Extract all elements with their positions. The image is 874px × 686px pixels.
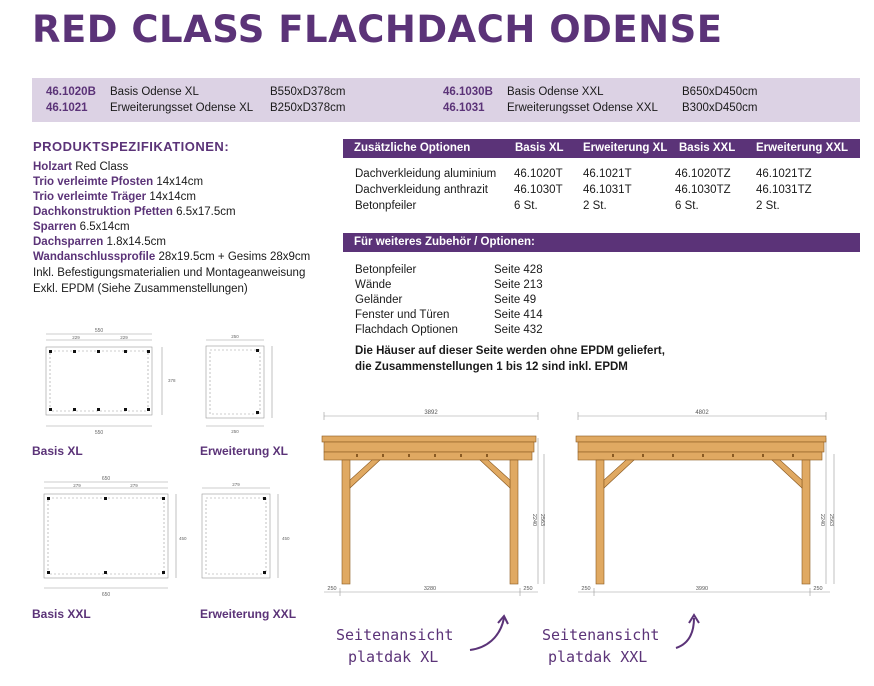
accessories-heading: Für weiteres Zubehör / Optionen: xyxy=(354,236,535,248)
spec-line xyxy=(33,221,130,233)
option-name: Dachverkleidung aluminium xyxy=(355,168,497,180)
product-dims: B250xD378cm xyxy=(270,102,346,114)
plan-dim: 250 xyxy=(231,429,239,434)
elevation-xxl xyxy=(572,408,836,604)
caption-xxl-line2: platdak XXL xyxy=(548,648,648,666)
product-code: 46.1031 xyxy=(443,102,485,114)
plan-dim: 279 xyxy=(73,483,81,488)
options-col-header: Erweiterung XL xyxy=(583,142,668,154)
spec-line xyxy=(33,191,196,203)
plan-erweiterung-xl xyxy=(198,334,278,434)
plan-label: Erweiterung XXL xyxy=(200,607,297,621)
page-title: RED CLASS FLACHDACH ODENSE xyxy=(32,8,723,51)
spec-label: Sparren xyxy=(33,221,77,233)
options-col-header: Zusätzliche Optionen xyxy=(354,142,471,154)
spec-line xyxy=(33,236,166,248)
accessory-name: Flachdach Optionen xyxy=(355,324,458,336)
accessory-name: Fenster und Türen xyxy=(355,309,450,321)
spec-note: Exkl. EPDM (Siehe Zusammenstellungen) xyxy=(33,283,248,295)
caption-xl-line2: platdak XL xyxy=(348,648,439,666)
spec-line xyxy=(33,206,236,218)
plan-dim: 250 xyxy=(231,334,239,339)
elevation-dim: 3892 xyxy=(424,410,438,416)
caption-xl-line1: Seitenansicht xyxy=(336,626,454,644)
spec-label: Wandanschlussprofile xyxy=(33,251,156,263)
elevation-dim: 3990 xyxy=(695,586,709,592)
options-col-header: Basis XL xyxy=(515,142,564,154)
options-col-header: Basis XXL xyxy=(679,142,736,154)
plan-dim: 550 xyxy=(94,430,104,436)
product-row xyxy=(443,86,758,98)
option-cell: 46.1030T xyxy=(514,184,563,196)
spec-value: 14x14cm xyxy=(156,176,204,188)
elevation-dim: 2563 xyxy=(828,513,834,527)
option-cell: 46.1021T xyxy=(583,168,632,180)
product-name: Erweiterungsset Odense XXL xyxy=(507,102,658,114)
spec-line xyxy=(33,251,310,263)
accessory-name: Wände xyxy=(355,279,392,291)
option-name: Betonpfeiler xyxy=(355,200,417,212)
plan-dim: 650 xyxy=(101,592,111,598)
spec-value: 6.5x14cm xyxy=(79,221,130,233)
elevation-dim: 250 xyxy=(327,586,337,592)
plan-dim: 650 xyxy=(101,476,111,482)
spec-line xyxy=(33,161,128,173)
accessory-page: Seite 414 xyxy=(494,309,543,321)
plan-dim: 229 xyxy=(72,335,80,340)
spec-label: Holzart xyxy=(33,161,72,173)
plan-basis-xxl xyxy=(30,474,185,602)
product-bar xyxy=(32,78,860,122)
plan-dim: 450 xyxy=(282,536,290,541)
caption-xxl-line1: Seitenansicht xyxy=(542,626,660,644)
spec-value: Red Class xyxy=(75,161,129,173)
plan-dim: 279 xyxy=(130,483,138,488)
arrow-icon xyxy=(464,612,514,656)
spec-value: 6.5x17.5cm xyxy=(176,206,236,218)
product-name: Basis Odense XXL xyxy=(507,86,604,98)
option-cell: 46.1031TZ xyxy=(756,184,812,196)
option-cell: 2 St. xyxy=(583,200,607,212)
product-dims: B650xD450cm xyxy=(682,86,758,98)
elevation-dim: 3280 xyxy=(423,586,437,592)
option-cell: 6 St. xyxy=(514,200,538,212)
product-row xyxy=(46,102,346,114)
spec-label: Dachkonstruktion Pfetten xyxy=(33,206,173,218)
epdm-note: die Zusammenstellungen 1 bis 12 sind inkl. EPDM xyxy=(355,361,628,373)
elevation-dim: 250 xyxy=(523,586,533,592)
elevation-dim: 4802 xyxy=(695,410,709,416)
accessory-name: Geländer xyxy=(355,294,403,306)
accessory-page: Seite 428 xyxy=(494,264,543,276)
elevation-dim: 2240 xyxy=(531,513,537,527)
plan-erweiterung-xxl xyxy=(196,480,292,590)
plan-dim: 450 xyxy=(179,536,187,541)
plan-label: Basis XXL xyxy=(32,607,91,621)
plan-dim: 229 xyxy=(120,335,128,340)
product-row xyxy=(443,102,758,114)
elevation-dim: 2563 xyxy=(539,513,545,527)
plan-basis-xl xyxy=(30,322,175,440)
options-header-bar xyxy=(343,139,860,158)
spec-note: Inkl. Befestigungsmaterialien und Montageanweisung xyxy=(33,267,306,279)
product-name: Erweiterungsset Odense XL xyxy=(110,102,254,114)
accessory-page: Seite 432 xyxy=(494,324,543,336)
option-cell: 6 St. xyxy=(675,200,699,212)
option-cell: 2 St. xyxy=(756,200,780,212)
options-col-header: Erweiterung XXL xyxy=(756,142,849,154)
plan-label: Basis XL xyxy=(32,444,83,458)
elevation-dim: 250 xyxy=(581,586,591,592)
spec-label: Trio verleimte Träger xyxy=(33,191,147,203)
accessories-header-bar xyxy=(343,233,860,252)
accessory-name: Betonpfeiler xyxy=(355,264,417,276)
plan-dim: 279 xyxy=(232,482,240,487)
product-code: 46.1030B xyxy=(443,86,493,98)
option-cell: 46.1020T xyxy=(514,168,563,180)
product-dims: B300xD450cm xyxy=(682,102,758,114)
spec-value: 28x19.5cm + Gesims 28x9cm xyxy=(158,251,311,263)
accessory-page: Seite 213 xyxy=(494,279,543,291)
product-dims: B550xD378cm xyxy=(270,86,346,98)
elevation-dim: 250 xyxy=(813,586,823,592)
accessory-page: Seite 49 xyxy=(494,294,537,306)
elevation-dim: 2240 xyxy=(819,513,825,527)
product-name: Basis Odense XL xyxy=(110,86,199,98)
plan-dim: 378 xyxy=(168,378,176,383)
plan-dim: 550 xyxy=(94,328,104,334)
plan-label: Erweiterung XL xyxy=(200,444,289,458)
spec-line xyxy=(33,176,203,188)
option-cell: 46.1031T xyxy=(583,184,632,196)
elevation-xl xyxy=(316,408,548,604)
specs-heading: PRODUKTSPEZIFIKATIONEN: xyxy=(33,139,230,154)
spec-value: 1.8x14.5cm xyxy=(106,236,166,248)
option-cell: 46.1021TZ xyxy=(756,168,812,180)
option-cell: 46.1030TZ xyxy=(675,184,731,196)
product-code: 46.1020B xyxy=(46,86,96,98)
epdm-note: Die Häuser auf dieser Seite werden ohne EPDM geliefert, xyxy=(355,345,665,357)
option-name: Dachverkleidung anthrazit xyxy=(355,184,488,196)
arrow-icon xyxy=(670,612,710,654)
spec-value: 14x14cm xyxy=(149,191,197,203)
product-row xyxy=(46,86,346,98)
option-cell: 46.1020TZ xyxy=(675,168,731,180)
product-code: 46.1021 xyxy=(46,102,88,114)
spec-label: Dachsparren xyxy=(33,236,104,248)
spec-label: Trio verleimte Pfosten xyxy=(33,176,154,188)
